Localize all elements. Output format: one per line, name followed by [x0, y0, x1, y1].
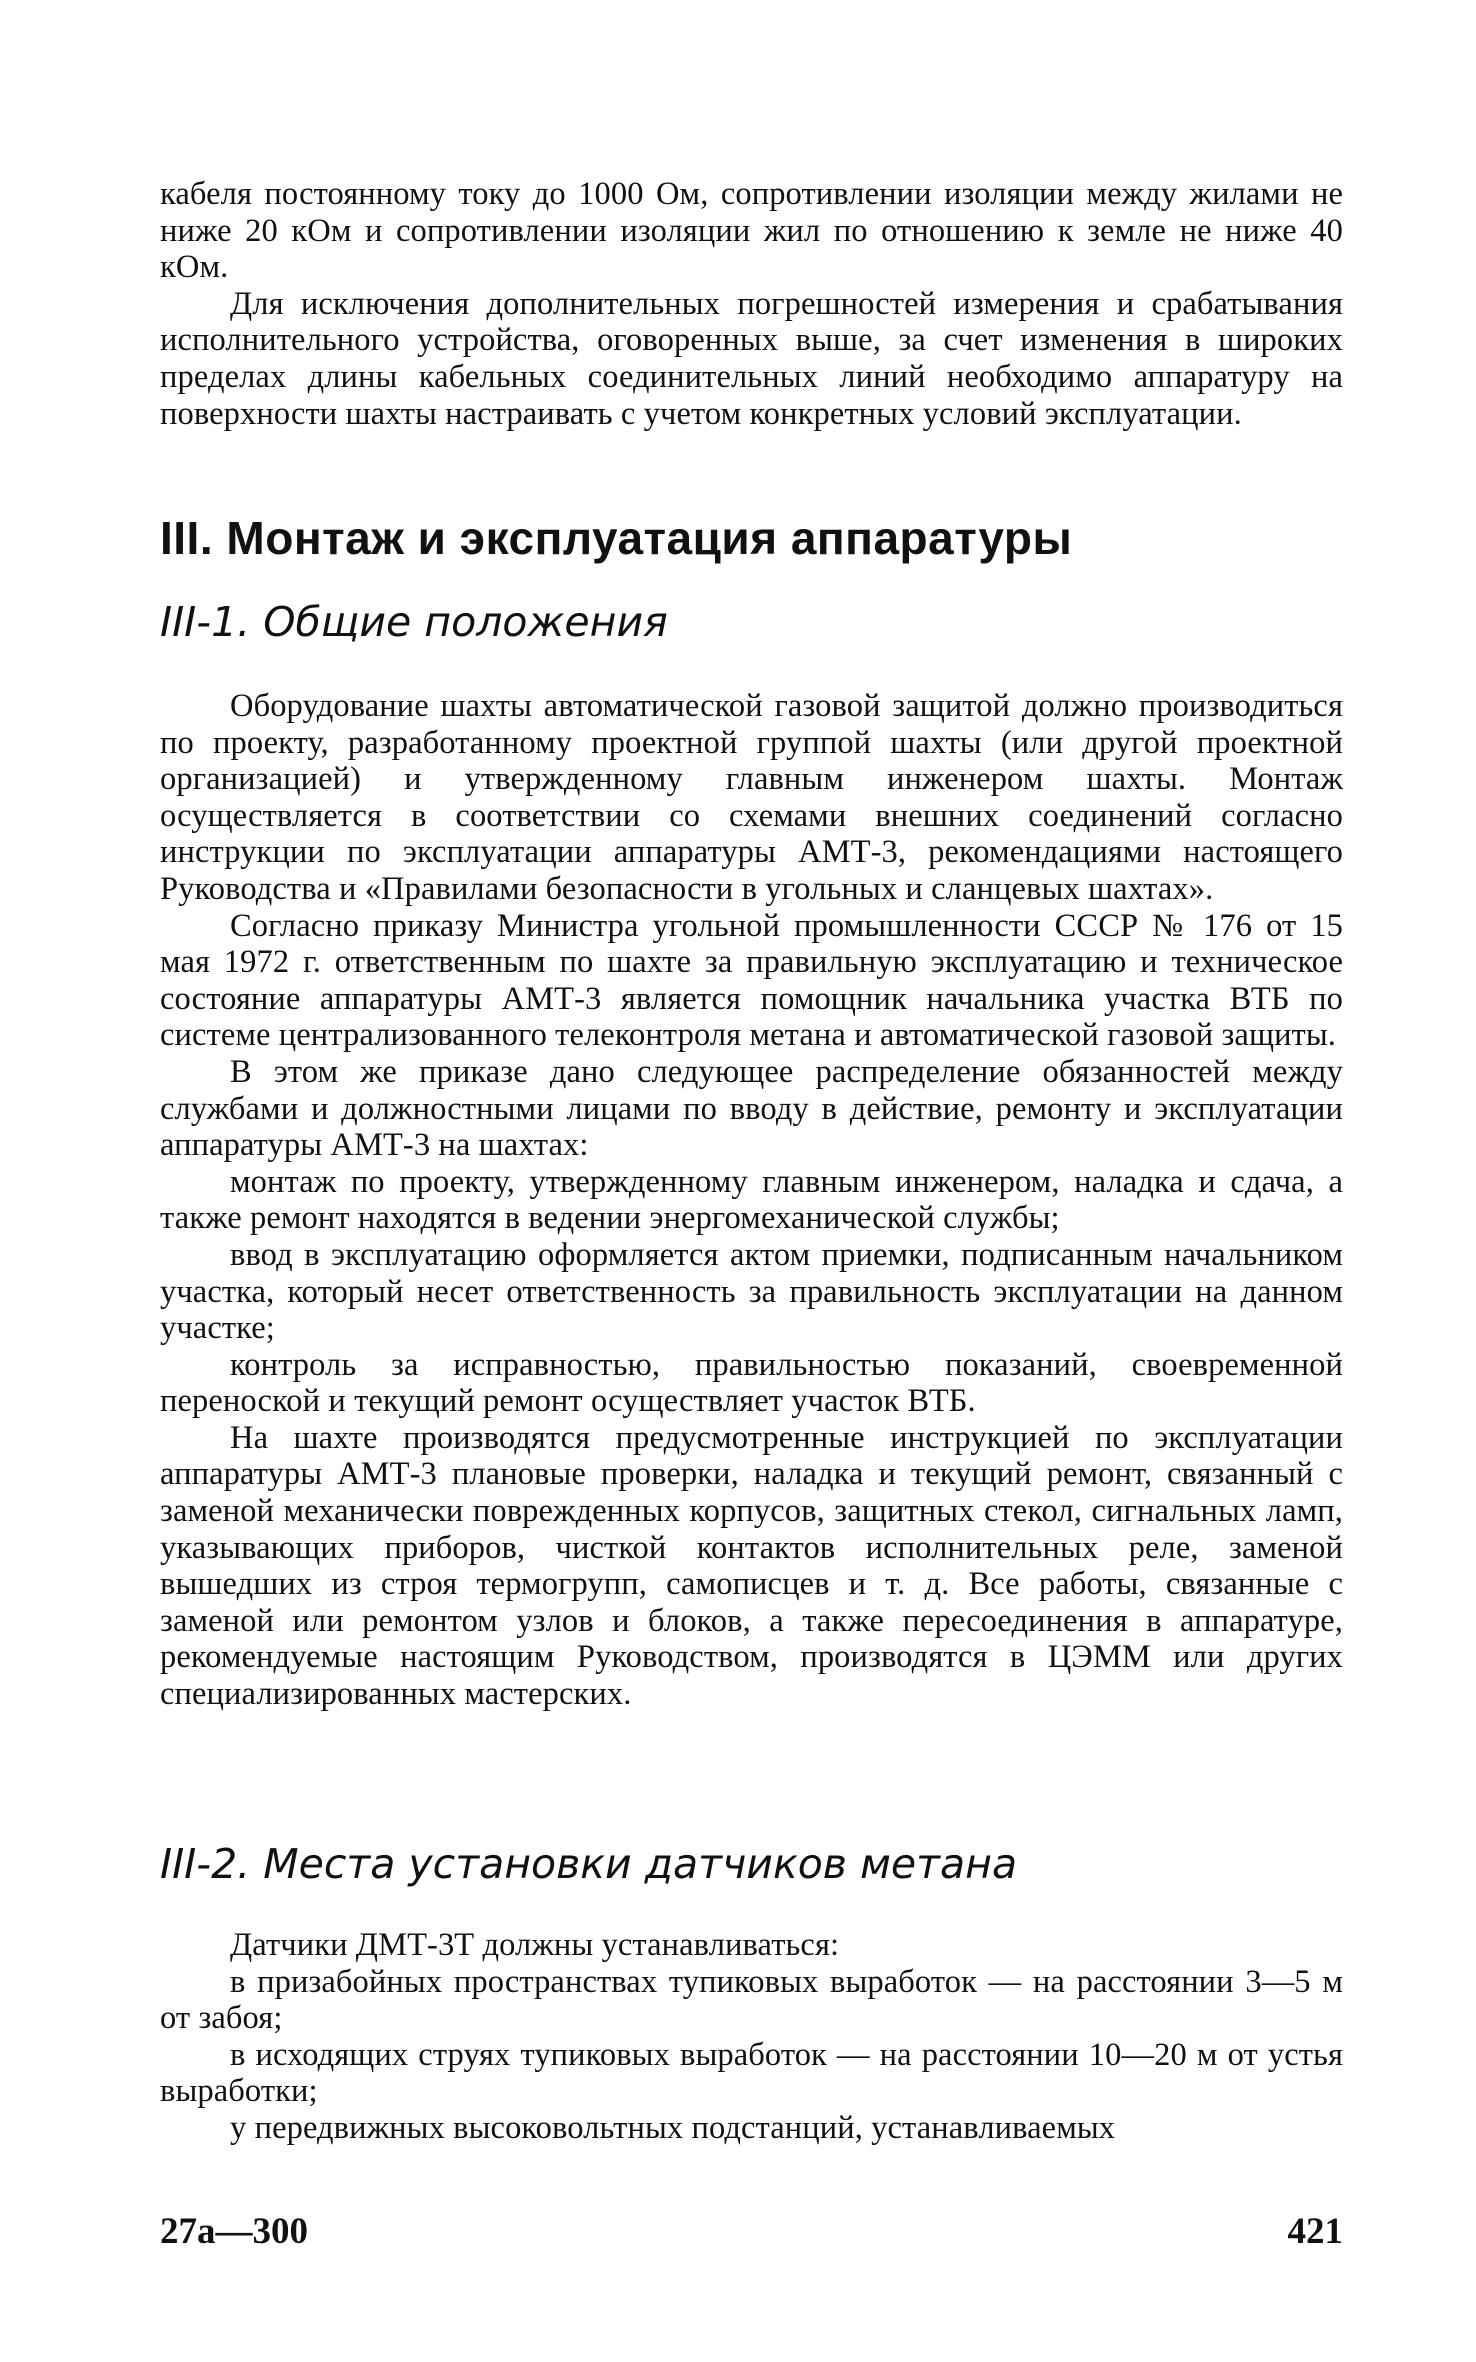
paragraph: Оборудование шахты автоматической газовой защитой должно производиться по проекту, разработанному проектной группой шахты (или другой проектной организацией) и утвержденному главным инженером шахты. Монтаж осуществляется в соответствии со схемами внешних соединений согласно инструкции по эксплуатации аппаратуры АМТ-3, рекомендациями настоящего Руководства и «Правилами безопасности в угольных и сланцевых шахтах». — [160, 688, 1343, 907]
printer-signature: 27а—300 — [160, 2211, 308, 2252]
paragraph: В этом же приказе дано следующее распределение обязанностей между службами и должностными лицами по вводу в действие, ремонту и эксплуатации аппаратуры АМТ-3 на шахтах: — [160, 1053, 1343, 1164]
paragraph: На шахте производятся предусмотренные инструкцией по эксплуатации аппаратуры АМТ-3 плановые проверки, наладка и текущий ремонт, связанный с заменой механически поврежденных корпусов, защитных стекол, сигнальных ламп, указывающих приборов, чисткой контактов исполнительных реле, заменой вышедших из строя термогрупп, самописцев и т. д. Все работы, связанные с заменой или ремонтом узлов и блоков, а также пересоединения в аппаратуре, рекомендуемые настоящим Руководством, производятся в ЦЭММ или других специализированных мастерских. — [160, 1419, 1343, 1713]
intro-paragraph-1: кабеля постоянному току до 1000 Ом, сопротивлении изоляции между жилами не ниже 20 кОм и сопротивлении изоляции жил по отношению к земле не ниже 40 кОм. — [160, 176, 1343, 286]
subsection-1-text — [160, 688, 1343, 1713]
list-item: контроль за исправностью, правильностью показаний, своевременной переноской и текущий ремонт осуществляет участок ВТБ. — [160, 1346, 1343, 1420]
section-heading: III. Монтаж и эксплуатация аппаратуры — [160, 512, 1073, 564]
list-item: в исходящих струях тупиковых выработок — на расстоянии 10—20 м от устья выработки; — [160, 2036, 1343, 2110]
list-item: монтаж по проекту, утвержденному главным инженером, наладка и сдача, а также ремонт находятся в ведении энергомеханической службы; — [160, 1163, 1343, 1237]
intro-paragraph-2: Для исключения дополнительных погрешностей измерения и срабатывания исполнительного устройства, оговоренных выше, за счет изменения в широких пределах длины кабельных соединительных линий необходимо аппаратуру на поверхности шахты настраивать с учетом конкретных условий эксплуатации. — [160, 285, 1343, 432]
list-item: в призабойных пространствах тупиковых выработок — на расстоянии 3—5 м от забоя; — [160, 1963, 1343, 2037]
subsection-2-text — [160, 1927, 1343, 2147]
list-item: ввод в эксплуатацию оформляется актом приемки, подписанным начальником участка, который несет ответственность за правильность эксплуатации на данном участке; — [160, 1236, 1343, 1347]
subsection-2-heading: III-2. Места установки датчиков метана — [160, 1840, 1018, 1888]
list-item: у передвижных высоковольтных подстанций, устанавливаемых — [230, 2109, 1116, 2146]
paragraph: Согласно приказу Министра угольной промышленности СССР № 176 от 15 мая 1972 г. ответственным по шахте за правильную эксплуатацию и техническое состояние аппаратуры АМТ-3 является помощник начальника участка ВТБ по системе централизованного телеконтроля метана и автоматической газовой защиты. — [160, 907, 1343, 1054]
paragraph: Датчики ДМТ-3Т должны устанавливаться: — [230, 1927, 840, 1963]
page-number: 421 — [1287, 2211, 1343, 2252]
intro-text — [160, 176, 1343, 432]
subsection-1-heading: III-1. Общие положения — [160, 598, 668, 646]
